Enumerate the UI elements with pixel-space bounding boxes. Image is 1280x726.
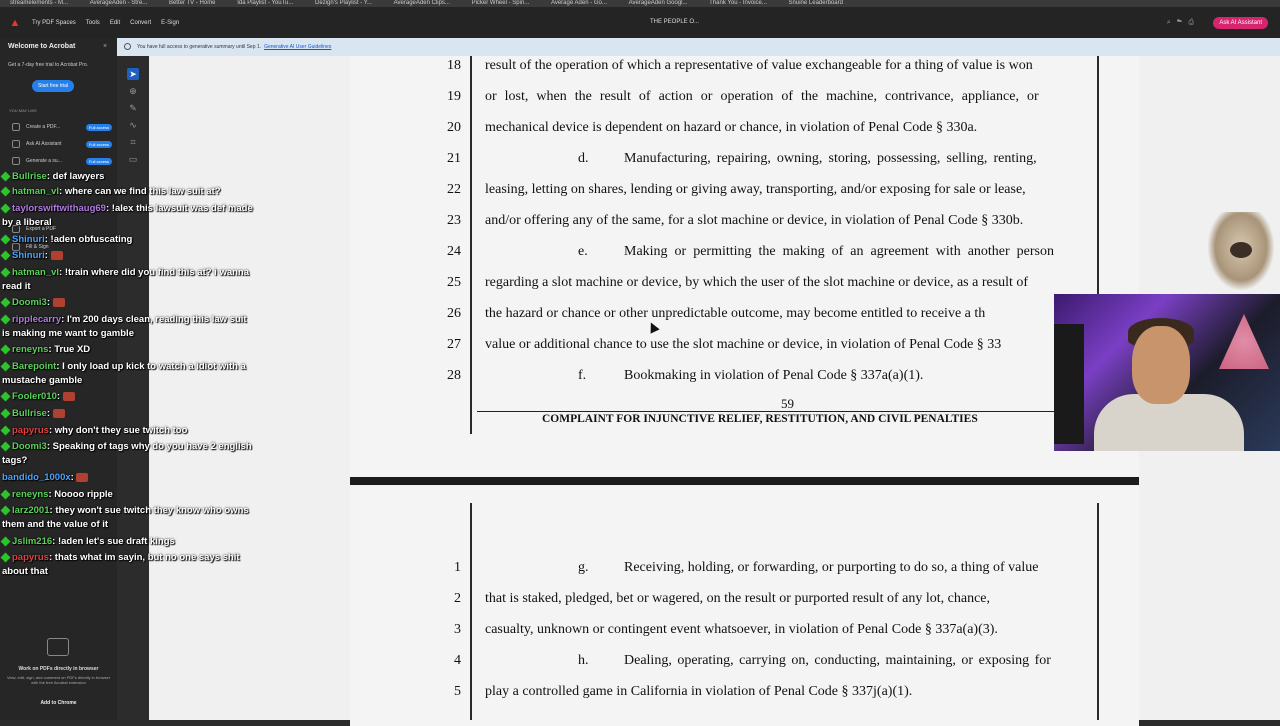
line-number: 20 xyxy=(447,120,461,135)
badge-icon xyxy=(1,345,11,355)
line-number: 27 xyxy=(447,337,461,352)
tab-tools[interactable]: Tools xyxy=(85,19,100,26)
bookmarks-bar xyxy=(0,0,1280,7)
document-line: or lost, when the result of action or operation of the machine, contrivance, appliance, or xyxy=(485,89,1039,104)
chat-message xyxy=(2,185,257,199)
chat-message xyxy=(2,440,257,467)
line-number: 1 xyxy=(454,560,461,575)
chat-text: thats what im sayin, but no one says shit about that xyxy=(2,552,240,577)
chat-message xyxy=(2,407,257,421)
ask-ai-button[interactable]: Ask AI Assistant xyxy=(1213,17,1268,29)
chat-separator: : xyxy=(46,441,53,452)
chat-separator: : xyxy=(105,203,112,214)
line-number: 5 xyxy=(454,684,461,699)
bookmark[interactable]: AverageAden Clips... xyxy=(393,0,450,6)
line-number: 24 xyxy=(447,244,461,259)
sidebar-item-label: Generate a su... xyxy=(26,158,62,164)
chat-username: ripplecarry xyxy=(12,314,62,325)
line-number: 23 xyxy=(447,213,461,228)
chat-text: Speaking of tags why do you have 2 english tags? xyxy=(2,441,252,466)
chat-message xyxy=(2,488,257,502)
badge-icon xyxy=(1,426,11,436)
chat-emote-icon xyxy=(63,392,75,401)
page-margin-rule xyxy=(470,503,472,720)
page-margin-rule xyxy=(1097,503,1099,720)
chat-text: they won't sue twitch they know who owns them and the value of it xyxy=(2,505,249,530)
sidebar-title: Welcome to Acrobat xyxy=(8,43,76,50)
bookmark[interactable]: AverageAden Googl... xyxy=(628,0,688,6)
info-icon xyxy=(124,43,131,50)
chat-message xyxy=(2,551,257,578)
chat-separator: : xyxy=(61,314,67,325)
bookmark[interactable]: Dezign's Playlist - Y... xyxy=(315,0,372,6)
chat-separator: : xyxy=(48,489,55,500)
chat-separator: : xyxy=(46,297,53,308)
chat-username: Bullrise xyxy=(12,408,47,419)
chat-username: hatman_vl xyxy=(12,186,59,197)
chat-separator: : xyxy=(48,425,55,436)
ai-access-banner xyxy=(117,38,1280,56)
chat-username: Doomi3 xyxy=(12,297,47,308)
full-access-badge: Full access xyxy=(86,124,112,131)
page-margin-rule xyxy=(470,56,472,434)
document-line: value or additional chance to use the slot machine or device, in violation of Penal Code § 33 xyxy=(485,337,1002,352)
banner-text: You have full access to generative summary until Sep 1. xyxy=(137,44,262,50)
tab-edit[interactable]: Edit xyxy=(109,19,121,26)
microphone-image xyxy=(1054,324,1084,444)
page-separator xyxy=(350,477,1139,485)
streamer-face xyxy=(1132,326,1190,404)
document-line: the hazard or chance or other unpredictable outcome, may become entitled to receive a th xyxy=(485,306,986,321)
chat-message xyxy=(2,313,257,340)
chat-username: larz2001 xyxy=(12,505,50,516)
chat-separator: : xyxy=(48,552,55,563)
chat-message xyxy=(2,296,257,310)
chat-separator: : xyxy=(56,391,63,402)
toolbar-icons[interactable]: ⌕☁⎙ xyxy=(1166,19,1200,26)
chat-text: where can we find this law suit at? xyxy=(64,186,221,197)
chat-message xyxy=(2,266,257,293)
list-label: h. xyxy=(578,653,589,668)
document-line: and/or offering any of the same, for a slot machine or device, in violation of Penal Code § 330b. xyxy=(485,213,1024,228)
document-line: play a controlled game in California in violation of Penal Code § 337j(a)(1). xyxy=(485,684,913,699)
line-number: 4 xyxy=(454,653,461,668)
chat-message xyxy=(2,360,257,387)
chat-username: Fooler010 xyxy=(12,391,57,402)
footer-rule xyxy=(477,411,1097,412)
chat-message xyxy=(2,233,257,247)
line-number: 28 xyxy=(447,368,461,383)
tab-convert[interactable]: Convert xyxy=(130,19,152,26)
list-label: e. xyxy=(578,244,588,259)
chat-username: Doomi3 xyxy=(12,441,47,452)
zoom-icon[interactable]: ⊕ xyxy=(129,86,137,96)
chat-message xyxy=(2,471,257,485)
bookmark[interactable]: streamelements - M... xyxy=(10,0,69,6)
chat-text: why don't they sue twitch too xyxy=(54,425,188,436)
chat-username: hatman_vl xyxy=(12,267,59,278)
sidebar-item-label: Ask AI Assistant xyxy=(26,141,62,147)
acrobat-logo-icon: ▲ xyxy=(9,16,21,29)
list-label: g. xyxy=(578,560,589,575)
chat-emote-icon xyxy=(53,298,65,307)
create-pdf-icon xyxy=(12,123,20,131)
add-to-chrome-button[interactable]: Add to Chrome xyxy=(40,700,77,706)
badge-icon xyxy=(1,251,11,261)
chat-text: !aden obfuscating xyxy=(50,234,133,245)
list-label: d. xyxy=(578,151,589,166)
chat-emote-icon xyxy=(51,251,63,260)
document-line: mechanical device is dependent on hazard or chance, in violation of Penal Code § 330a. xyxy=(485,120,978,135)
work-in-browser-text: View, edit, sign, and comment on PDFs directly in browser with the free Acrobat extension xyxy=(6,675,111,685)
chat-message xyxy=(2,390,257,404)
start-trial-button[interactable]: Start free trial xyxy=(32,80,74,92)
chat-username: Jslim216 xyxy=(12,536,53,547)
chat-text: True XD xyxy=(54,344,91,355)
close-icon[interactable]: × xyxy=(103,43,108,50)
chat-message xyxy=(2,170,257,184)
lamp-image xyxy=(1219,314,1269,369)
chat-separator: : xyxy=(56,361,63,372)
badge-icon xyxy=(1,490,11,500)
badge-icon xyxy=(1,172,11,182)
document-line: Making or permitting the making of an agreement with another person xyxy=(624,244,1055,259)
badge-icon xyxy=(1,315,11,325)
badge-icon xyxy=(1,442,11,452)
line-number: 26 xyxy=(447,306,461,321)
badge-icon xyxy=(1,235,11,245)
chat-text: !alex this lawsuit was def made by a liberal xyxy=(2,203,253,228)
sidebar-item-generate-summary[interactable] xyxy=(12,156,112,166)
document-line: leasing, letting on shares, lending or giving away, transporting, and/or exposing for sale or lease, xyxy=(485,182,1026,197)
you-may-like-label: YOU MAY LIKE xyxy=(9,108,37,113)
badge-icon xyxy=(1,204,11,214)
bookmark[interactable]: Ida Playlist - YouTu... xyxy=(237,0,294,6)
chat-text: I only load up kick to watch a idiot with a mustache gamble xyxy=(2,361,246,386)
ai-guidelines-link[interactable]: Generative AI User Guidelines xyxy=(264,44,332,50)
pdf-spaces-button[interactable]: Try PDF Spaces xyxy=(32,19,76,26)
chat-text: def lawyers xyxy=(52,171,105,182)
trial-text: Get a 7-day free trial to Acrobat Pro. xyxy=(8,62,89,68)
streamer-webcam xyxy=(1054,294,1280,451)
page-number: 59 xyxy=(781,396,794,411)
document-line: Receiving, holding, or forwarding, or purporting to do so, a thing of value xyxy=(624,560,1039,575)
chat-emote-icon xyxy=(53,409,65,418)
summary-icon xyxy=(12,157,20,165)
full-access-badge: Full access xyxy=(86,141,112,148)
badge-icon xyxy=(1,298,11,308)
document-line: result of the operation of which a representative of value exchangeable for a thing of value is won xyxy=(485,58,1033,73)
comment-icon[interactable]: ✎ xyxy=(129,103,137,113)
badge-icon xyxy=(1,409,11,419)
chat-message xyxy=(2,535,257,549)
line-number: 2 xyxy=(454,591,461,606)
line-number: 25 xyxy=(447,275,461,290)
chat-text: !aden let's sue draft kings xyxy=(57,536,175,547)
chat-username: Shinuri xyxy=(12,234,45,245)
sidebar-item-ask-ai[interactable] xyxy=(12,139,112,149)
document-line: Dealing, operating, carrying on, conducting, maintaining, or exposing for xyxy=(624,653,1051,668)
chat-message xyxy=(2,202,257,229)
badge-icon xyxy=(1,362,11,372)
pug-nose xyxy=(1230,242,1252,258)
sidebar-item-label: Export a PDF xyxy=(26,226,57,232)
line-number: 21 xyxy=(447,151,461,166)
bookmark[interactable]: Snuine Leaderboard xyxy=(788,0,843,6)
chat-username: Barepoint xyxy=(12,361,57,372)
badge-icon xyxy=(1,537,11,547)
line-number: 19 xyxy=(447,89,461,104)
sidebar-item-create-pdf[interactable] xyxy=(12,122,112,132)
chat-message xyxy=(2,424,257,438)
select-cursor-icon[interactable]: ➤ xyxy=(127,68,139,80)
chat-username: bandido_1000x xyxy=(2,472,71,483)
pug-overlay-image xyxy=(1208,212,1274,290)
bookmark[interactable]: AverageAden - Stre... xyxy=(89,0,148,6)
chat-text: Noooo ripple xyxy=(54,489,113,500)
badge-icon xyxy=(1,506,11,516)
chat-username: reneyns xyxy=(12,489,49,500)
chat-text: I'm 200 days clean, reading this law suit is making me want to gamble xyxy=(2,314,247,339)
chat-username: reneyns xyxy=(12,344,49,355)
document-line: regarding a slot machine or device, by which the user of the slot machine or device, as a result of xyxy=(485,275,1029,290)
document-line: Bookmaking in violation of Penal Code § 337a(a)(1). xyxy=(624,368,924,383)
chat-username: papyrus xyxy=(12,552,49,563)
full-access-badge: Full access xyxy=(86,158,112,165)
work-in-browser-title: Work on PDFs directly in browser xyxy=(18,666,99,672)
acrobat-toolbar xyxy=(0,7,1280,38)
chat-emote-icon xyxy=(76,473,88,482)
badge-icon xyxy=(1,187,11,197)
chat-separator: : xyxy=(49,505,56,516)
chat-message xyxy=(2,343,257,357)
extension-icon xyxy=(47,638,69,656)
badge-icon xyxy=(1,392,11,402)
chat-separator: : xyxy=(52,536,58,547)
text-icon[interactable]: ⌗ xyxy=(130,137,136,147)
document-line: casualty, unknown or contingent event whatsoever, in violation of Penal Code § 337a(a)(3). xyxy=(485,622,998,637)
chat-message xyxy=(2,504,257,531)
chat-message xyxy=(2,249,257,263)
chat-separator: : xyxy=(44,250,51,261)
document-line: Manufacturing, repairing, owning, storing, possessing, selling, renting, xyxy=(624,151,1037,166)
chat-separator: : xyxy=(46,408,53,419)
line-number: 18 xyxy=(447,58,461,73)
chat-separator: : xyxy=(46,171,53,182)
badge-icon xyxy=(1,268,11,278)
bookmark[interactable]: Average Aden - Go... xyxy=(550,0,607,6)
chat-username: papyrus xyxy=(12,425,49,436)
chat-separator: : xyxy=(70,472,77,483)
page-footer: COMPLAINT FOR INJUNCTIVE RELIEF, RESTITUTION, AND CIVIL PENALTIES xyxy=(542,413,978,425)
chat-separator: : xyxy=(48,344,55,355)
list-label: f. xyxy=(578,368,587,383)
chat-username: Bullrise xyxy=(12,171,47,182)
badge-icon xyxy=(1,553,11,563)
chat-separator: : xyxy=(59,267,65,278)
chat-username: Shinuri xyxy=(12,250,45,261)
chat-separator: : xyxy=(44,234,51,245)
bookmark[interactable]: Picker Wheel - Spin... xyxy=(471,0,530,6)
bookmark[interactable]: Better TV - Home xyxy=(168,0,216,6)
chat-username: taylorswiftwithaug69 xyxy=(12,203,106,214)
bookmark[interactable]: Thank You - Invoice... xyxy=(709,0,767,6)
chat-separator: : xyxy=(59,186,65,197)
sidebar-item-label: Fill & Sign xyxy=(26,244,49,250)
stamp-icon[interactable]: ▭ xyxy=(128,154,138,164)
sidebar-item-label: Create a PDF... xyxy=(26,124,61,130)
draw-icon[interactable]: ∿ xyxy=(129,120,137,130)
line-number: 3 xyxy=(454,622,461,637)
document-title[interactable]: THE PEOPLE O... xyxy=(650,19,700,25)
line-number: 22 xyxy=(447,182,461,197)
chat-text: !train where did you find this at? i wanna read it xyxy=(2,267,250,292)
document-line: that is staked, pledged, bet or wagered, on the result or purported result of any lot, chance, xyxy=(485,591,991,606)
tab-esign[interactable]: E-Sign xyxy=(161,19,180,26)
ai-icon xyxy=(12,140,20,148)
